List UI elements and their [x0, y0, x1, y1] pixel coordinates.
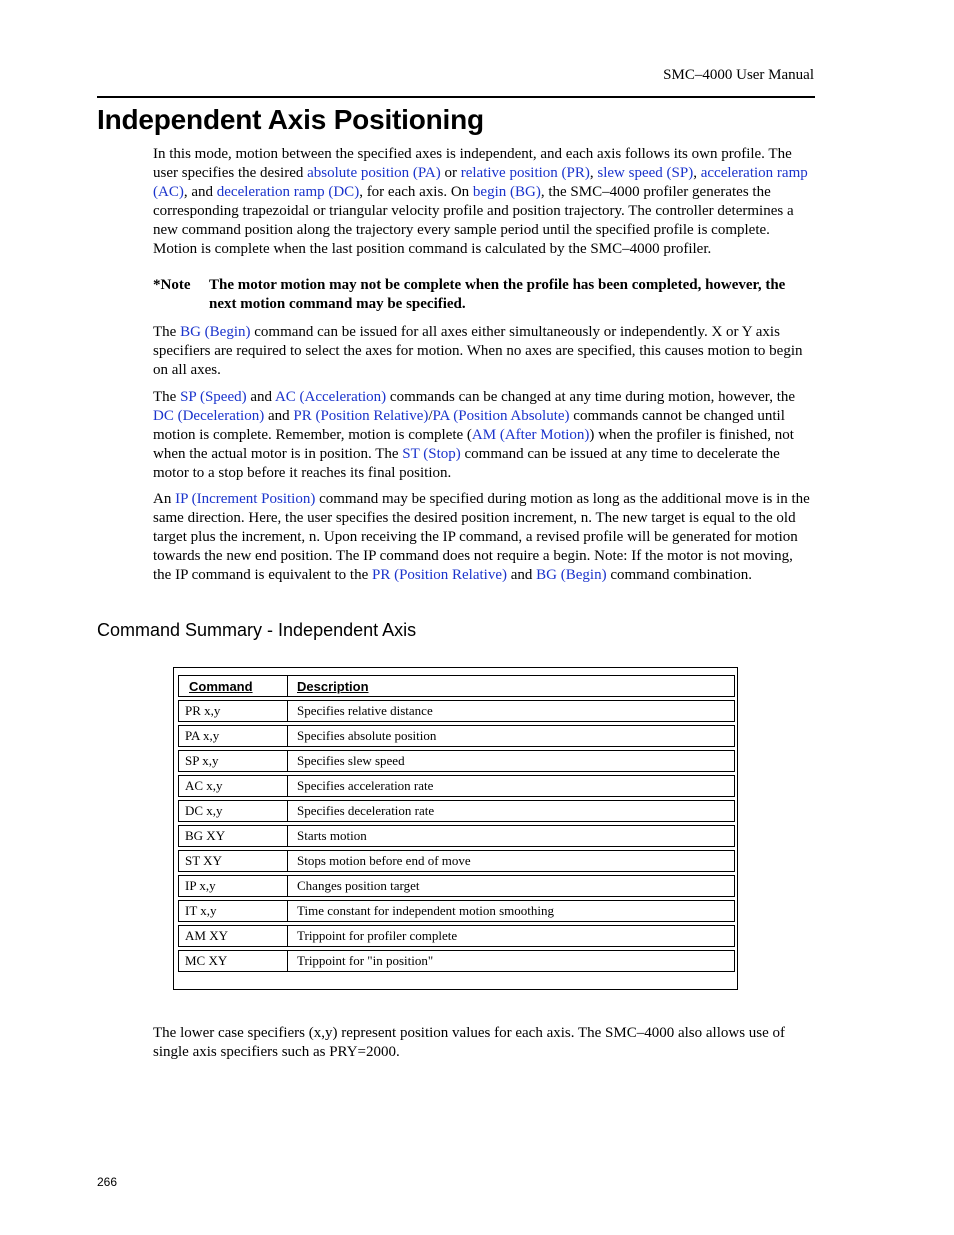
table-row	[178, 775, 735, 797]
text-run: command can be issued for all axes either simultaneously or independently. X or Y axis specifiers are required to select the axes for motion. When no axes are specified, this causes motion to begin on all axes.	[153, 324, 803, 378]
table-row	[178, 950, 735, 972]
command-cell: IT x,y	[178, 900, 288, 922]
text-run: ) when the profiler is finished, not when the actual motor is in position. The	[153, 427, 794, 462]
text-run: commands can be changed at any time during motion, however, the	[386, 389, 796, 405]
link-bg-begin-2[interactable]: BG (Begin)	[536, 567, 607, 583]
table-row	[178, 800, 735, 822]
link-st-stop[interactable]: ST (Stop)	[402, 446, 461, 462]
text-run: or	[440, 165, 461, 181]
command-cell: ST XY	[178, 850, 288, 872]
link-begin[interactable]: begin (BG)	[472, 184, 541, 200]
text-run: command can be issued at any time to decelerate the motor to a stop before it reaches its final position.	[153, 446, 780, 481]
text-run: commands cannot be changed until motion is complete. Remember, motion is complete (	[153, 408, 785, 443]
link-pr-position-relative-2[interactable]: PR (Position Relative)	[371, 567, 507, 583]
text-run: command may be specified during motion as long as the additional move is in the same direction. Here, the user specifies the desired position increment, n. The new target is equal to the old target plus the increment, n. Upon receiving the IP command, a revised profile will be generated for motion towards the new end position. The IP command does not require a begin. Note: If the motor is not moving, the IP command is equivalent to the	[153, 491, 810, 583]
section-heading: Command Summary - Independent Axis	[97, 620, 417, 640]
command-cell: PR x,y	[178, 700, 288, 722]
link-am-after-motion[interactable]: AM (After Motion)	[471, 427, 590, 443]
bg-paragraph	[153, 323, 813, 380]
command-summary-table	[178, 672, 735, 975]
link-relative-position[interactable]: relative position (PR)	[460, 165, 590, 181]
link-pa-position-absolute[interactable]: PA (Position Absolute)	[432, 408, 570, 424]
link-ac-acceleration[interactable]: AC (Acceleration)	[274, 389, 387, 405]
ip-paragraph	[153, 490, 813, 585]
link-absolute-position[interactable]: absolute position (PA)	[307, 165, 441, 181]
link-bg-begin[interactable]: BG (Begin)	[180, 324, 251, 340]
text-run: command combination.	[606, 567, 752, 583]
description-cell: Trippoint for profiler complete	[288, 925, 735, 947]
text-run: In this mode, motion between the specified axes is independent, and each axis follows its own profile. The user specifies the desired	[153, 146, 792, 181]
intro-paragraph	[153, 145, 813, 259]
table-row	[178, 700, 735, 722]
text-run: ,	[693, 165, 701, 181]
description-cell: Changes position target	[288, 875, 735, 897]
text-run: , and	[183, 184, 217, 200]
text-run: , for each axis. On	[359, 184, 473, 200]
note-block	[153, 276, 813, 314]
command-cell: IP x,y	[178, 875, 288, 897]
page-title: Independent Axis Positioning	[97, 104, 484, 135]
text-run: /	[428, 408, 433, 424]
note-label: *Note	[153, 277, 191, 293]
text-run: ,	[589, 165, 598, 181]
running-header: SMC–4000 User Manual	[663, 67, 814, 83]
specifiers-text: The lower case specifiers (x,y) represent position values for each axis. The SMC–4000 also allows use of single axis specifiers such as PRY=2000.	[153, 1025, 786, 1060]
text-run: An	[153, 491, 176, 507]
description-cell: Stops motion before end of move	[288, 850, 735, 872]
text-run: and	[264, 408, 294, 424]
link-slew-speed[interactable]: slew speed (SP)	[597, 165, 694, 181]
link-ip-increment-position[interactable]: IP (Increment Position)	[175, 491, 316, 507]
page-number: 266	[97, 1175, 118, 1189]
link-deceleration-ramp[interactable]: deceleration ramp (DC)	[216, 184, 360, 200]
command-cell: BG XY	[178, 825, 288, 847]
change-commands-paragraph	[153, 388, 813, 483]
table-row	[178, 825, 735, 847]
text-run: The	[153, 389, 181, 405]
text-run: and	[506, 567, 537, 583]
text-run: , the SMC–4000 profiler generates the corresponding trapezoidal or triangular velocity profile and position trajectory. The controller determines a new command position along the trajectory every sample period until the specified profile is complete. Motion is complete when the last position command is calculated by the SMC–4000 profiler.	[153, 184, 794, 257]
description-cell: Specifies slew speed	[288, 750, 735, 772]
command-cell: AC x,y	[178, 775, 288, 797]
header-divider	[97, 96, 815, 98]
table-row	[178, 875, 735, 897]
table-row	[178, 900, 735, 922]
text-run: The	[153, 324, 181, 340]
link-dc-deceleration[interactable]: DC (Deceleration)	[153, 408, 265, 424]
table-row	[178, 925, 735, 947]
description-cell: Specifies relative distance	[288, 700, 735, 722]
specifiers-paragraph	[153, 1024, 813, 1062]
table-header-row	[178, 675, 735, 697]
command-cell: DC x,y	[178, 800, 288, 822]
table-row	[178, 850, 735, 872]
note-text: The motor motion may not be complete when the profile has been completed, however, the next motion command may be specified.	[209, 277, 786, 312]
command-cell: MC XY	[178, 950, 288, 972]
command-cell: SP x,y	[178, 750, 288, 772]
description-cell: Trippoint for "in position"	[288, 950, 735, 972]
link-sp-speed[interactable]: SP (Speed)	[180, 389, 247, 405]
description-cell: Starts motion	[288, 825, 735, 847]
description-cell: Specifies acceleration rate	[288, 775, 735, 797]
link-pr-position-relative[interactable]: PR (Position Relative)	[293, 408, 429, 424]
column-header-description: Description	[288, 675, 735, 697]
table-row	[178, 750, 735, 772]
command-cell: AM XY	[178, 925, 288, 947]
column-header-command: Command	[178, 675, 288, 697]
description-cell: Specifies absolute position	[288, 725, 735, 747]
command-summary-table-frame	[173, 667, 738, 990]
text-run: and	[246, 389, 275, 405]
description-cell: Specifies deceleration rate	[288, 800, 735, 822]
link-acceleration-ramp[interactable]: acceleration ramp (AC)	[153, 165, 808, 200]
table-row	[178, 725, 735, 747]
command-cell: PA x,y	[178, 725, 288, 747]
description-cell: Time constant for independent motion smoothing	[288, 900, 735, 922]
